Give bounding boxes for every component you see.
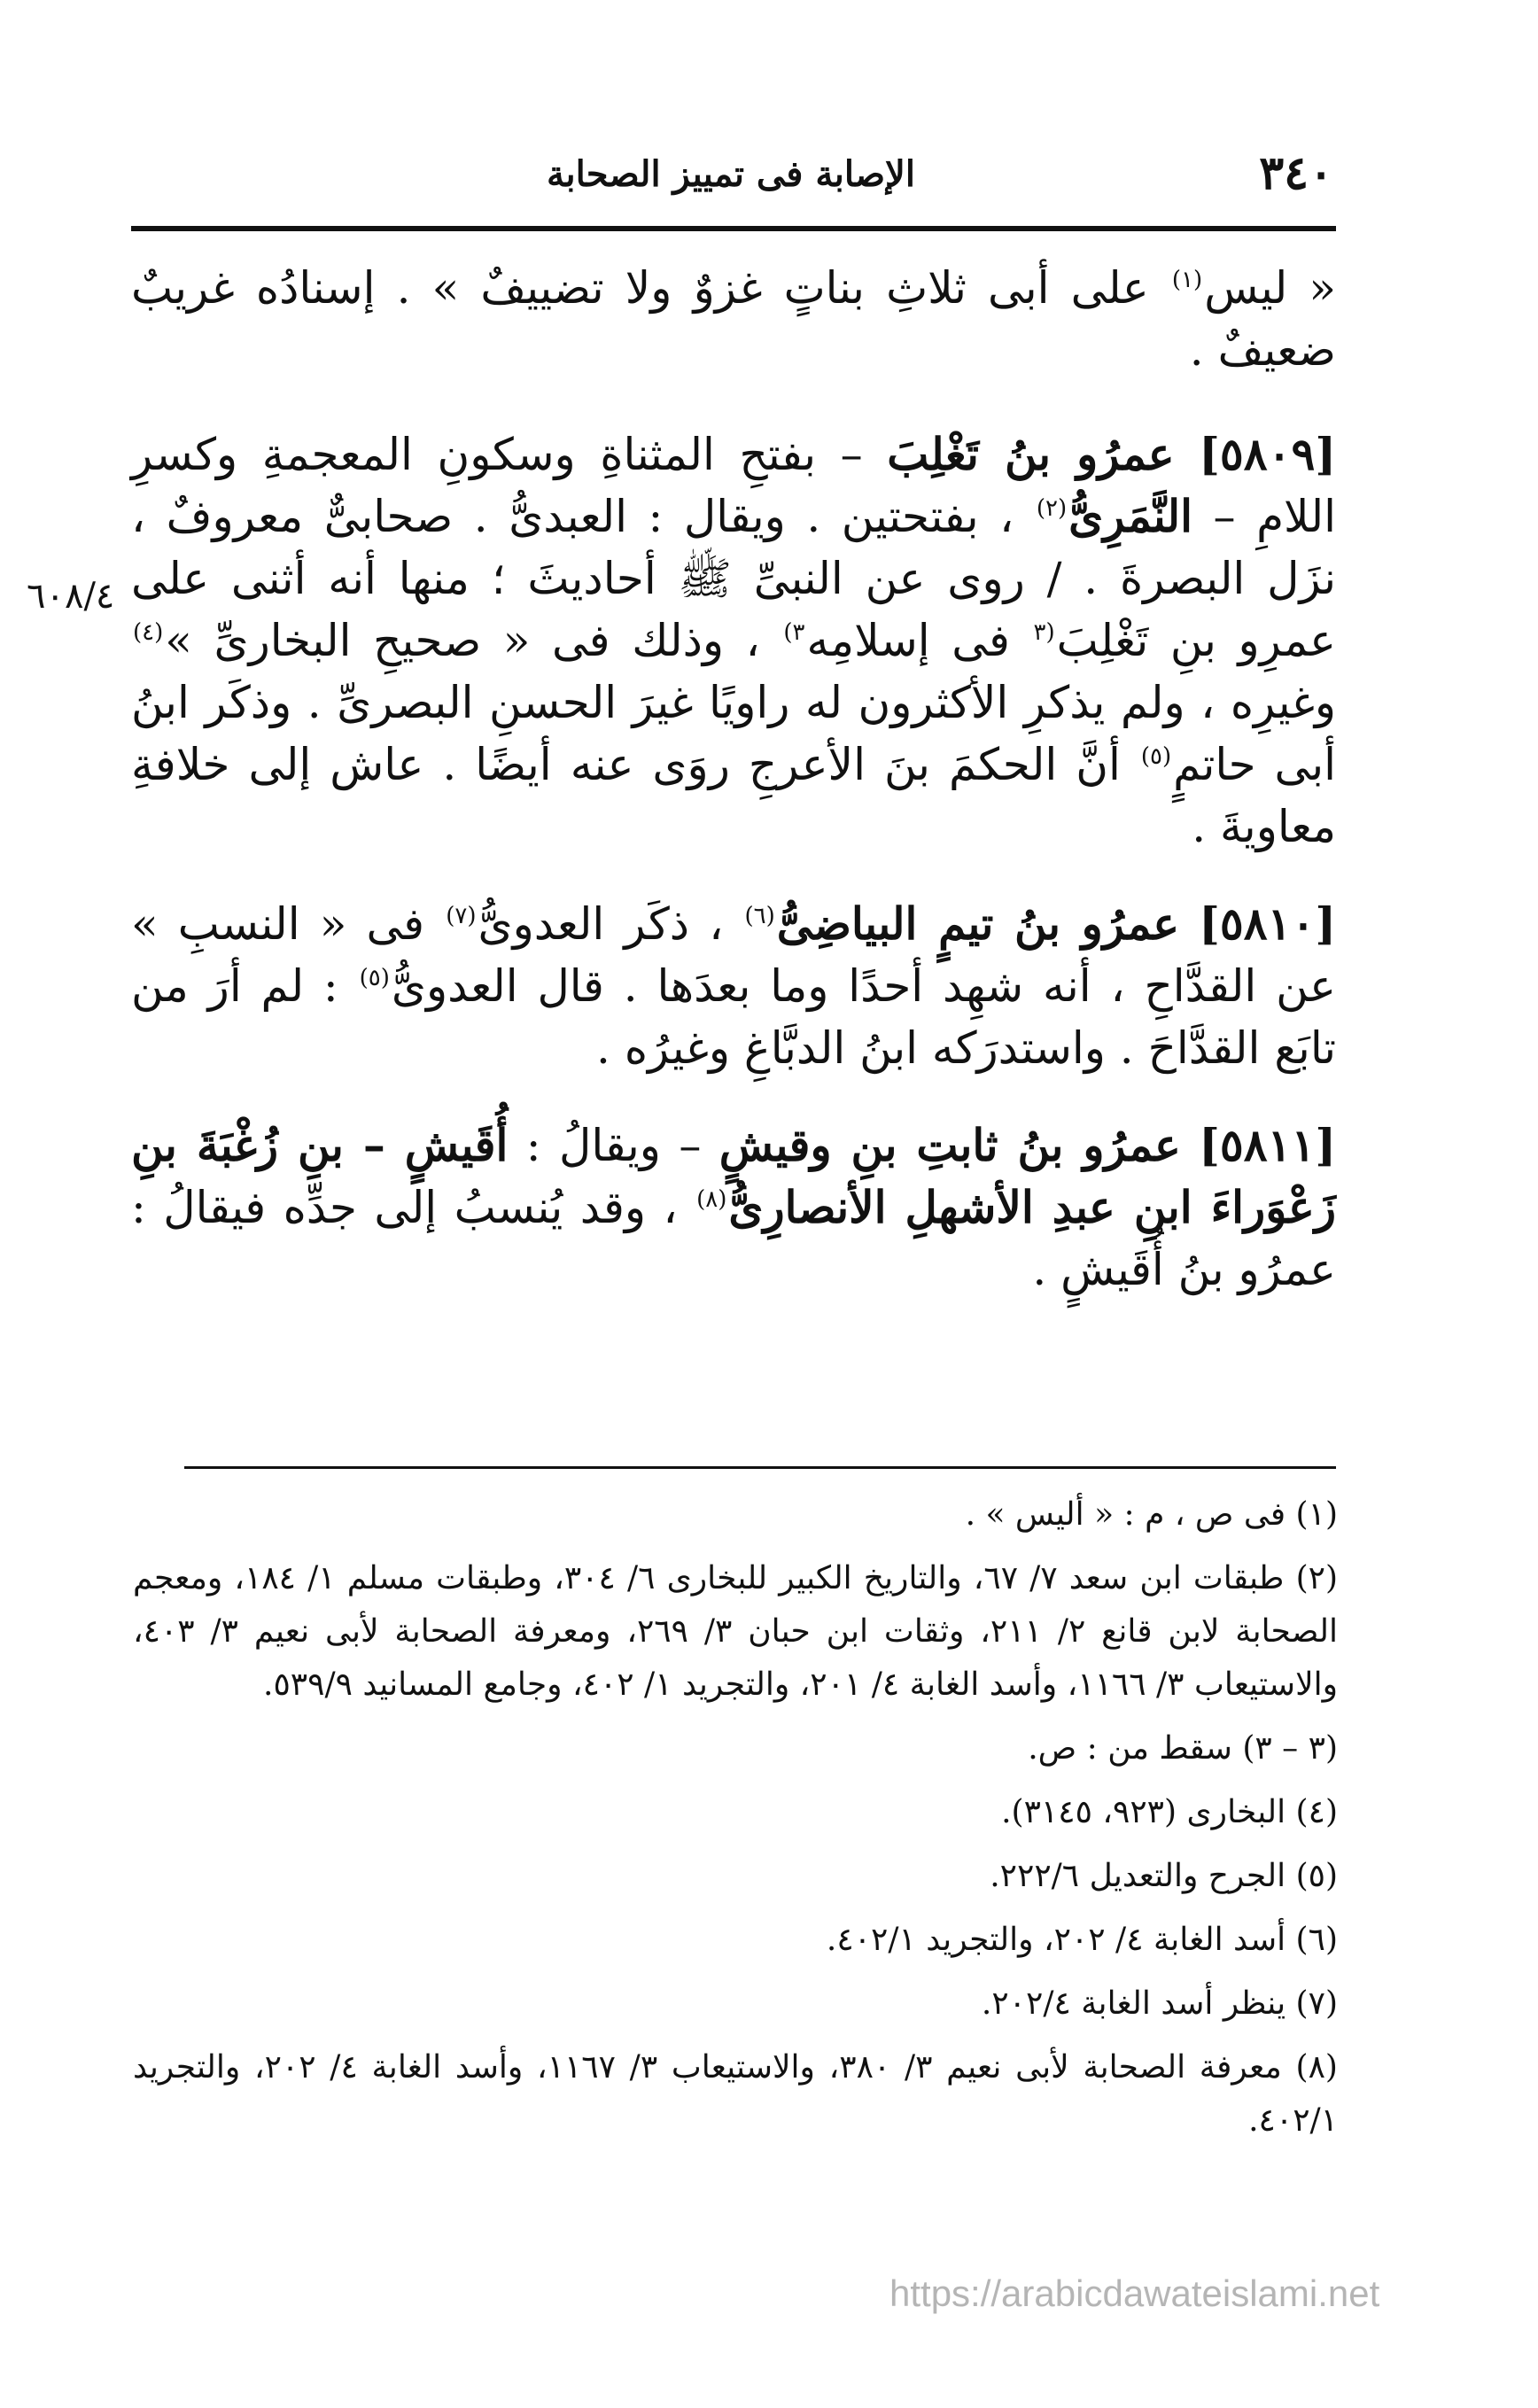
- footnote-6: (٦) أسد الغابة ٤/ ٢٠٢، والتجريد ٤٠٢/١.: [826, 1922, 1338, 1958]
- page-number: ٣٤٠: [1259, 146, 1333, 200]
- footnote-1: (١) فى ص ، م : « أليس » .: [965, 1496, 1338, 1533]
- text-run: : لم أرَ من تابَع القدَّاحَ . واستدرَكه ابنُ الدبَّاغِ وغيرُه .: [131, 960, 1336, 1074]
- footnote-marker: (٥): [359, 965, 390, 992]
- entry-number: [٥٨١٠]: [1199, 897, 1337, 950]
- entry-5810: [131, 893, 1336, 1079]
- main-text: [131, 257, 1336, 1336]
- footnote-4: (٤) البخارى (٩٢٣، ٣١٤٥).: [1001, 1794, 1338, 1830]
- footnotes: [133, 1488, 1338, 2158]
- entry-5809: [131, 423, 1336, 858]
- margin-volume-page-reference: ٦٠٨/٤: [27, 576, 115, 617]
- footnote-marker: (٥): [1140, 743, 1172, 771]
- text-run: – ويقالُ :: [508, 1120, 719, 1171]
- entry-name-continued: أُقَيشٍ – بنِ زُغْبَةَ بنِ زَعْوَراءَ ابنِ عبدِ الأشهلِ الأنصارِىُّ: [131, 1119, 1337, 1233]
- footnote-5: (٥) الجرح والتعديل ٢٢٢/٦.: [990, 1858, 1338, 1894]
- text-run: أنَّ الحكمَ بنَ الأعرجِ روَى عنه أيضًا . عاش إلى خلافةِ معاويةَ .: [131, 739, 1336, 852]
- footnote-marker: (٣: [1033, 619, 1055, 647]
- text-run: فى « النسبِ » عن القدَّاحِ ، أنه شهِد أحدًا وما بعدَها . قال العدوىُّ: [131, 898, 1337, 1012]
- footnote-8: (٨) معرفة الصحابة لأبى نعيم ٣/ ٣٨٠، والاستيعاب ٣/ ١١٦٧، وأسد الغابة ٤/ ٢٠٢، والتجريد ٤٠٢/١.: [133, 2049, 1338, 2139]
- entry-5811: [131, 1115, 1336, 1301]
- entry-name: عمرُو بنُ تيمٍ البياضِىُّ: [776, 897, 1180, 950]
- text-run: / روى عن النبىِّ ﷺ أحاديثَ ؛ منها أنه أثنى على عمرِو بنِ تَغْلِبَ: [131, 553, 1336, 666]
- page-header: [128, 146, 1333, 208]
- text-run: ، وذلك فى « صحيحِ البخارىِّ »: [165, 615, 782, 666]
- text-run: « ليس: [1204, 262, 1336, 314]
- footnote-7: (٧) ينظر أسد الغابة ٢٠٢/٤.: [981, 1985, 1338, 2022]
- text-run: – بفتحِ المثناةِ وسكونِ المعجمةِ وكسرِ اللامِ –: [131, 429, 1337, 542]
- entry-number: [٥٨١١]: [1199, 1119, 1336, 1171]
- entry-number: [٥٨٠٩]: [1199, 428, 1336, 480]
- text-run: ، بفتحتين . ويقال : العبدىُّ . صحابىٌّ معروفٌ ، نزَل البصرةَ .: [131, 491, 1336, 604]
- text-run: وغيرِه ، ولم يذكرِ الأكثرون له راويًا غيرَ الحسنِ البصرىِّ . وذكَر ابنُ أبى حاتمٍ: [131, 677, 1336, 790]
- entry-name: عمرُو بنُ تَغْلِبَ: [887, 428, 1175, 480]
- watermark-url: https://arabicdawateislami.net: [889, 2272, 1380, 2314]
- footnote-marker: (٤): [133, 619, 164, 647]
- text-run: ، ذكَر العدوىُّ: [478, 898, 743, 950]
- text-run: فى إسلامِه: [806, 615, 1032, 666]
- footnote-marker: (٧): [446, 903, 477, 930]
- text-run: على أبى ثلاثِ بناتٍ غزوٌ ولا تضييفٌ » . إسنادُه غريبٌ ضعيفٌ .: [131, 262, 1336, 376]
- entry-nisba: النَّمَرِىُّ: [1068, 490, 1192, 542]
- footnote-marker: (٨): [696, 1186, 727, 1214]
- entry-name: عمرُو بنُ ثابتِ بنِ وقيشٍ: [719, 1119, 1181, 1171]
- footnote-3: (٣ – ٣) سقط من : ص.: [1028, 1730, 1338, 1767]
- paragraph-hadith-ending: [131, 257, 1336, 381]
- footnote-marker: (٦): [744, 903, 775, 930]
- footnote-marker: ٣): [783, 619, 805, 647]
- footnote-marker: (١): [1171, 267, 1203, 294]
- footnote-separator: [184, 1466, 1336, 1469]
- footnote-marker: (٢): [1036, 495, 1068, 523]
- header-rule: [131, 226, 1336, 231]
- text-run: ، وقد يُنسبُ إلى جدِّه فيقالُ : عمرُو بنُ أُقَيشٍ .: [131, 1182, 1336, 1295]
- running-title: الإصابة فى تمييز الصحابة: [547, 153, 915, 195]
- footnote-2: (٢) طبقات ابن سعد ٧/ ٦٧، والتاريخ الكبير للبخارى ٦/ ٣٠٤، وطبقات مسلم ١/ ١٨٤، ومعجم الصحابة لابن قانع ٢/ ٢١١، وثقات ابن حبان ٣/ ٢٦٩، ومعرفة الصحابة لأبى نعيم ٣/ ٤٠٣، والاستيعاب ٣/ ١١٦٦، وأسد الغابة ٤/ ٢٠١، والتجريد ١/ ٤٠٢، وجامع المسانيد ٥٣٩/٩.: [133, 1560, 1339, 1703]
